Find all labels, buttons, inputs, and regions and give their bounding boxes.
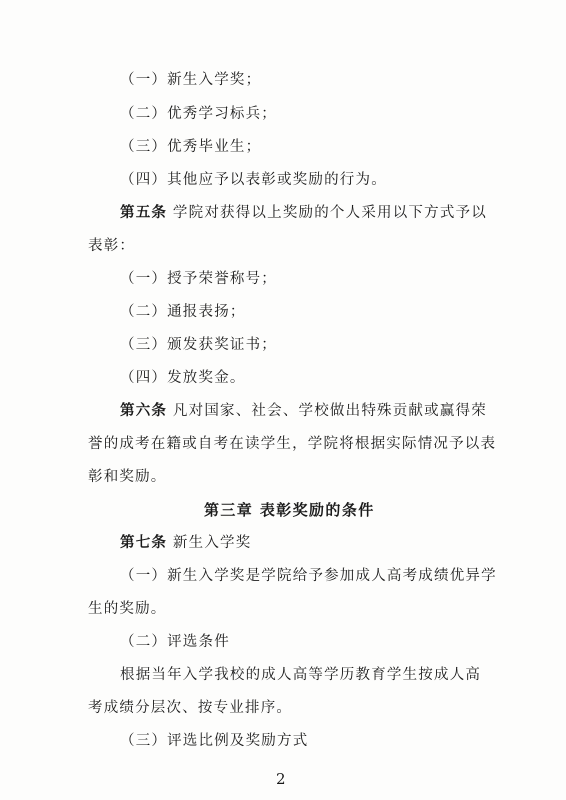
article-five-text: 学院对获得以上奖励的个人采用以下方式予以 [172, 205, 487, 221]
list-item-freshman-award: （一）新生入学奖； [120, 72, 262, 88]
paragraph-freshman-award-1: （一）新生入学奖是学院给予参加成人高考成绩优异学 [120, 568, 497, 584]
list-item-other-behavior: （四）其他应予以表彰或奖励的行为。 [120, 172, 387, 188]
article-five-continuation: 表彰： [88, 238, 136, 254]
article-six-label: 第六条 [120, 403, 168, 419]
article-seven-line [120, 533, 251, 553]
article-six-continuation-1: 誉的成考在籍或自考在读学生，学院将根据实际情况予以表 [88, 436, 497, 452]
subheading-selection-ratio: （三）评选比例及奖励方式 [120, 733, 309, 749]
article-six-line [120, 401, 487, 421]
paragraph-freshman-award-2: 生的奖励。 [88, 601, 167, 617]
article-six-continuation-2: 彰和奖励。 [88, 469, 167, 485]
article-five-line [120, 203, 487, 223]
list-item-study-model: （二）优秀学习标兵； [120, 106, 277, 122]
paragraph-criteria-2: 考成绩分层次、按专业排序。 [88, 700, 293, 716]
article-five-label: 第五条 [120, 205, 168, 221]
list-item-outstanding-graduate: （三）优秀毕业生； [120, 139, 262, 155]
article-seven-label: 第七条 [120, 535, 168, 551]
paragraph-criteria-1: 根据当年入学我校的成人高等学历教育学生按成人高 [120, 667, 482, 683]
list-item-commendation: （二）通报表扬； [120, 304, 246, 320]
list-item-bonus: （四）发放奖金。 [120, 370, 246, 386]
chapter-three-heading: 第三章 表彰奖励的条件 [204, 501, 375, 519]
article-six-text: 凡对国家、社会、学校做出特殊贡献或赢得荣 [172, 403, 487, 419]
article-seven-text: 新生入学奖 [172, 535, 252, 551]
list-item-certificate: （三）颁发获奖证书； [120, 337, 277, 353]
subheading-selection-criteria: （二）评选条件 [120, 634, 230, 650]
page-number: 2 [276, 770, 286, 788]
list-item-honorary-title: （一）授予荣誉称号； [120, 271, 277, 287]
